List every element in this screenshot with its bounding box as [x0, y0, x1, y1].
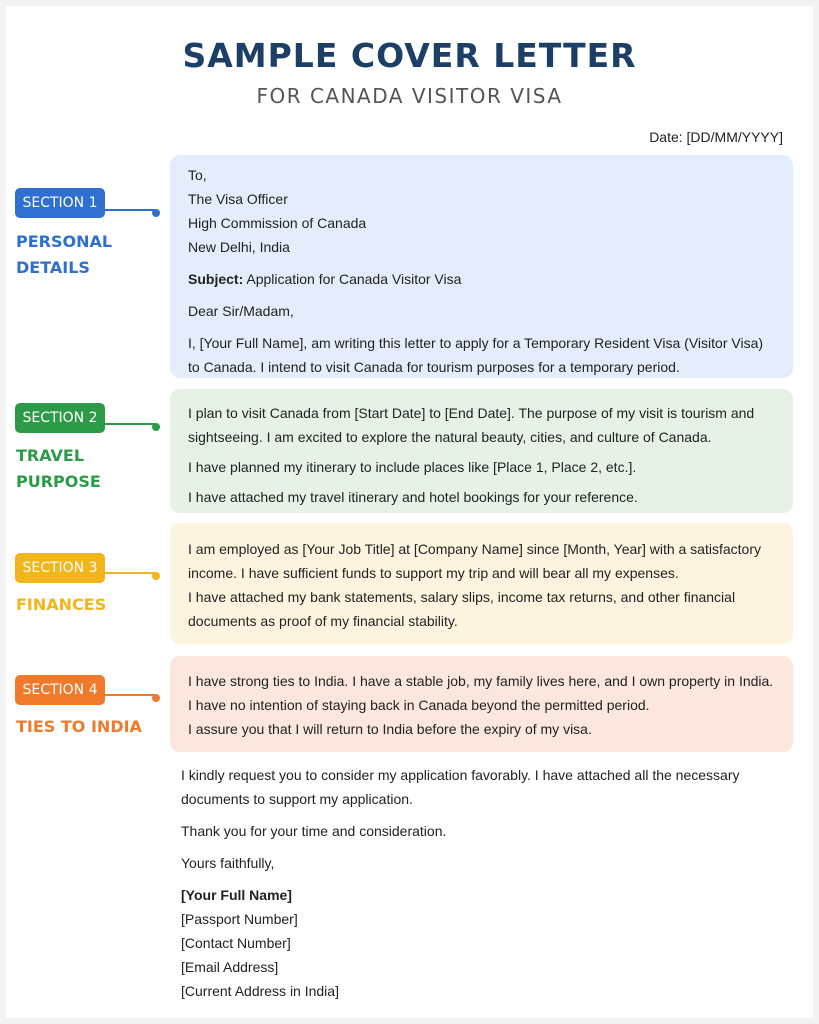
section-4-label: [16, 714, 142, 740]
section-1-connector: [105, 209, 155, 211]
section-3-label-line1: FINANCES: [16, 595, 107, 614]
body-line: I have strong ties to India. I have a stable job, my family lives here, and I own property in India.: [188, 673, 774, 689]
section-1-box: [170, 155, 793, 378]
body-line: income. I have sufficient funds to support my trip and will bear all my expenses.: [188, 565, 679, 581]
subject-label: Subject:: [188, 271, 244, 287]
address-line: To,: [188, 167, 207, 183]
section-1-label: [16, 229, 112, 281]
closing-request-line: I kindly request you to consider my application favorably. I have attached all the necessary: [181, 767, 740, 783]
section-4-label-line1: TIES TO INDIA: [16, 717, 142, 736]
section-1-label-line1: PERSONAL: [16, 232, 113, 251]
intro-line: I, [Your Full Name], am writing this letter to apply for a Temporary Resident Visa (Visitor Visa): [188, 335, 764, 351]
section-2-label-line1: TRAVEL: [16, 446, 85, 465]
section-3-label: [16, 592, 106, 618]
section-2-badge: SECTION 2: [15, 403, 105, 433]
section-3-connector-dot: [152, 572, 160, 580]
address-line: The Visa Officer: [188, 191, 288, 207]
section-1-connector-dot: [152, 209, 160, 217]
body-line: I have attached my travel itinerary and hotel bookings for your reference.: [188, 489, 638, 505]
section-2-label: [16, 443, 101, 495]
address-line: High Commission of Canada: [188, 215, 367, 231]
address-line: New Delhi, India: [188, 239, 290, 255]
signature-name: [Your Full Name]: [181, 887, 292, 903]
section-1-badge: SECTION 1: [15, 188, 105, 218]
body-line: documents as proof of my financial stability.: [188, 613, 458, 629]
body-line: I assure you that I will return to India before the expiry of my visa.: [188, 721, 592, 737]
section-2-connector-dot: [152, 423, 160, 431]
signature-address: [Current Address in India]: [181, 983, 339, 999]
salutation: Dear Sir/Madam,: [188, 303, 294, 319]
section-2-box: [170, 389, 793, 513]
section-2-connector: [105, 423, 155, 425]
section-4-badge: SECTION 4: [15, 675, 105, 705]
section-4-connector: [105, 694, 155, 696]
body-line: I have no intention of staying back in Canada beyond the permitted period.: [188, 697, 650, 713]
intro-line: to Canada. I intend to visit Canada for tourism purposes for a temporary period.: [188, 359, 680, 375]
section-2-label-line2: PURPOSE: [16, 472, 101, 491]
closing-request-line: documents to support my application.: [181, 791, 413, 807]
section-4-box: [170, 656, 793, 752]
date-line: Date: [DD/MM/YYYY]: [649, 129, 783, 145]
body-line: I have attached my bank statements, salary slips, income tax returns, and other financial: [188, 589, 736, 605]
closing-block: [181, 763, 781, 1003]
page-title: SAMPLE COVER LETTER: [182, 36, 637, 75]
body-line: I have planned my itinerary to include places like [Place 1, Place 2, etc.].: [188, 459, 637, 475]
signature-contact: [Contact Number]: [181, 935, 291, 951]
section-3-box: [170, 523, 793, 644]
closing-thanks: Thank you for your time and consideration.: [181, 823, 447, 839]
body-line: sightseeing. I am excited to explore the natural beauty, cities, and culture of Canada.: [188, 429, 712, 445]
section-3-badge: SECTION 3: [15, 553, 105, 583]
signature-passport: [Passport Number]: [181, 911, 298, 927]
page-subtitle: FOR CANADA VISITOR VISA: [256, 84, 563, 108]
section-4-connector-dot: [152, 694, 160, 702]
closing-signoff: Yours faithfully,: [181, 855, 275, 871]
section-1-label-line2: DETAILS: [16, 258, 90, 277]
subject-text: Application for Canada Visitor Visa: [243, 271, 462, 287]
body-line: I plan to visit Canada from [Start Date] to [End Date]. The purpose of my visit is tourism and: [188, 405, 755, 421]
body-line: I am employed as [Your Job Title] at [Company Name] since [Month, Year] with a satisfactory: [188, 541, 761, 557]
section-3-connector: [105, 572, 155, 574]
subject-line: [188, 267, 775, 291]
signature-email: [Email Address]: [181, 959, 279, 975]
